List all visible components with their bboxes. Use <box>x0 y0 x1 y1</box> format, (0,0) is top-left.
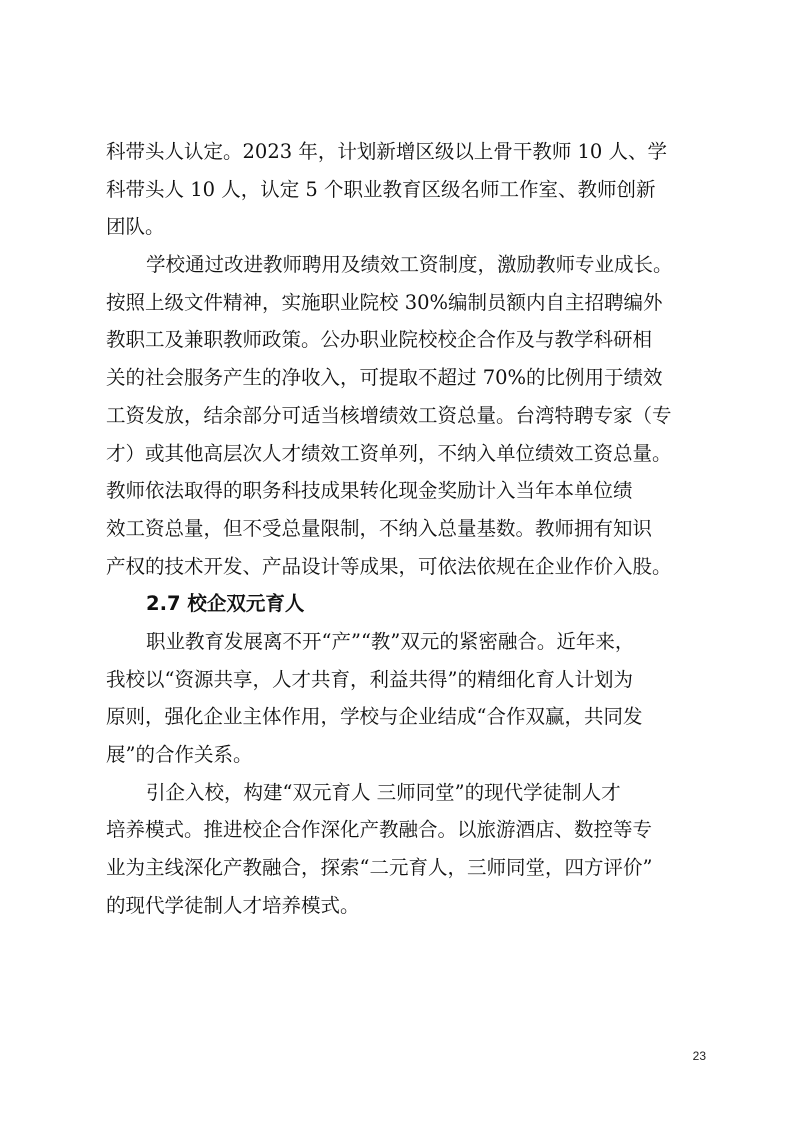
paragraph-1-line-2: 科带头人 10 人，认定 5 个职业教育区级名师工作室、教师创新 <box>106 177 656 201</box>
paragraph-2-line-9: 产权的技术开发、产品设计等成果，可依法依规在企业作价入股。 <box>106 554 672 578</box>
paragraph-2-line-8: 效工资总量，但不受总量限制，不纳入总量基数。教师拥有知识 <box>106 516 653 540</box>
paragraph-3-line-1: 职业教育发展离不开“产”“教”双元的紧密融合。近年来， <box>146 629 635 653</box>
paragraph-3 <box>106 623 712 774</box>
paragraph-2-line-4: 关的社会服务产生的净收入，可提取不超过 70%的比例用于绩效 <box>106 366 663 390</box>
paragraph-2 <box>106 246 712 585</box>
paragraph-2-line-1: 学校通过改进教师聘用及绩效工资制度，激励教师专业成长。 <box>146 253 673 277</box>
paragraph-2-line-5: 工资发放，结余部分可适当核增绩效工资总量。台湾特聘专家（专 <box>106 403 672 427</box>
paragraph-2-line-6: 才）或其他高层次人才绩效工资单列，不纳入单位绩效工资总量。 <box>106 441 672 465</box>
paragraph-2-line-7: 教师依法取得的职务科技成果转化现金奖励计入当年本单位绩 <box>106 479 633 503</box>
paragraph-1 <box>106 133 712 246</box>
paragraph-4-line-2: 培养模式。推进校企合作深化产教融合。以旅游酒店、数控等专 <box>106 818 653 842</box>
paragraph-4 <box>106 774 712 925</box>
paragraph-2-line-2: 按照上级文件精神，实施职业院校 30%编制员额内自主招聘编外 <box>106 290 663 314</box>
page-content <box>106 133 712 924</box>
paragraph-1-line-3: 团队。 <box>106 215 165 239</box>
paragraph-3-line-3: 原则，强化企业主体作用，学校与企业结成“合作双赢，共同发 <box>106 705 643 729</box>
paragraph-4-line-3: 业为主线深化产教融合，探索“二元育人，三师同堂，四方评价” <box>106 856 653 880</box>
paragraph-2-line-3: 教职工及兼职教师政策。公办职业院校校企合作及与教学科研相 <box>106 328 653 352</box>
page-number: 23 <box>692 1049 706 1063</box>
paragraph-3-line-4: 展”的合作关系。 <box>106 743 253 766</box>
paragraph-1-line-1: 科带头人认定。2023 年，计划新增区级以上骨干教师 10 人、学 <box>106 140 668 163</box>
section-heading: 2.7 校企双元育人 <box>146 592 305 616</box>
paragraph-4-line-1: 引企入校，构建“双元育人 三师同堂”的现代学徒制人才 <box>146 780 621 804</box>
paragraph-3-line-2: 我校以“资源共享，人才共育，利益共得”的精细化育人计划为 <box>106 667 633 691</box>
paragraph-4-line-4: 的现代学徒制人才培养模式。 <box>106 893 360 917</box>
